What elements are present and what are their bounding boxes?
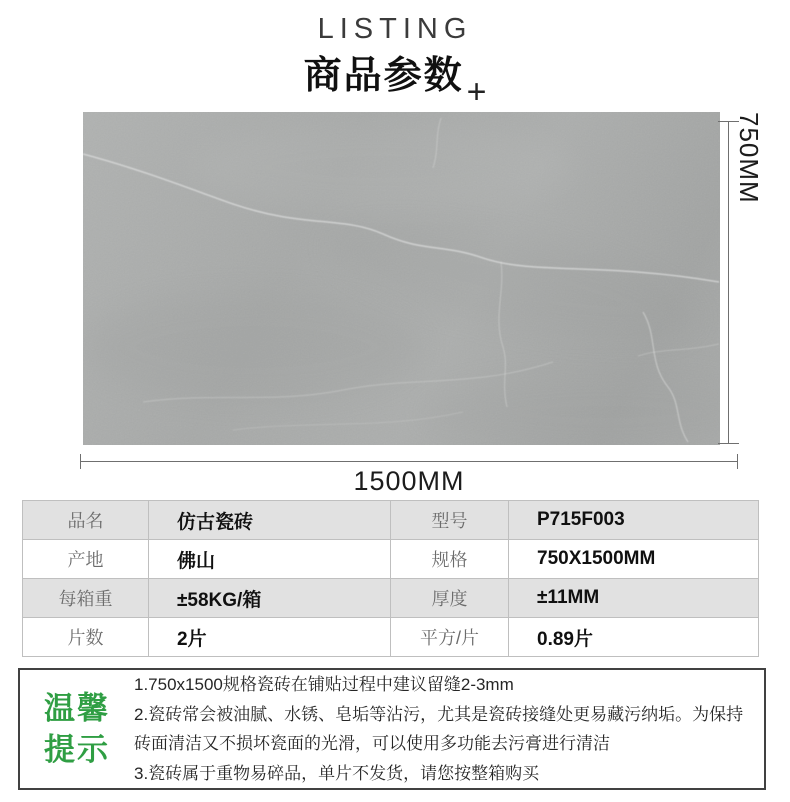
spec-value-sqm-per-piece: 0.89片 [509,618,759,657]
page-title: 商品参数 [303,55,464,97]
spec-value-thickness: ±11MM [509,579,759,618]
spec-value-model: P715F003 [509,501,759,540]
tip-line-3: 3.瓷砖属于重物易碎品，单片不发货，请您按整箱购买 [134,763,540,783]
height-dimension-label: 750MM [734,112,764,204]
tile-texture-graphic [83,112,720,445]
page-header [0,0,790,111]
tip-line-2: 2.瓷砖常会被油腻、水锈、皂垢等沾污，尤其是瓷砖接缝处更易藏污纳垢。为保持砖面清洁又不损坏瓷面的光滑，可以使用多功能去污膏进行清洁 [134,704,744,753]
spec-value-size: 750X1500MM [509,540,759,579]
width-dimension-line [80,461,738,462]
spec-value-piece-count: 2片 [149,618,391,657]
table-row [23,618,759,657]
spec-value-box-weight: ±58KG/箱 [149,579,391,618]
spec-value-product-name: 仿古瓷砖 [149,501,391,540]
title-row [0,50,790,111]
warm-tips-title [20,688,134,770]
table-row [23,579,759,618]
spec-label-size: 规格 [391,540,509,579]
table-row [23,501,759,540]
warm-tips-box [18,668,766,790]
spec-value-origin: 佛山 [149,540,391,579]
warm-tips-title-line2: 提示 [44,732,110,767]
tip-line-1: 1.750x1500规格瓷砖在铺贴过程中建议留缝2-3mm [134,675,514,694]
tile-product-image [83,112,720,445]
plus-icon: + [466,73,487,111]
table-row [23,540,759,579]
warm-tips-title-line1: 温馨 [44,691,110,726]
spec-label-piece-count: 片数 [23,618,149,657]
spec-label-model: 型号 [391,501,509,540]
spec-label-origin: 产地 [23,540,149,579]
product-image-section [0,112,790,500]
spec-label-box-weight: 每箱重 [23,579,149,618]
height-dimension-line [728,121,729,444]
spec-label-sqm-per-piece: 平方/片 [391,618,509,657]
spec-table [22,500,759,657]
spec-label-product-name: 品名 [23,501,149,540]
listing-eyebrow: LISTING [317,13,473,45]
width-dimension-label: 1500MM [353,466,465,496]
warm-tips-text [134,670,756,788]
spec-label-thickness: 厚度 [391,579,509,618]
